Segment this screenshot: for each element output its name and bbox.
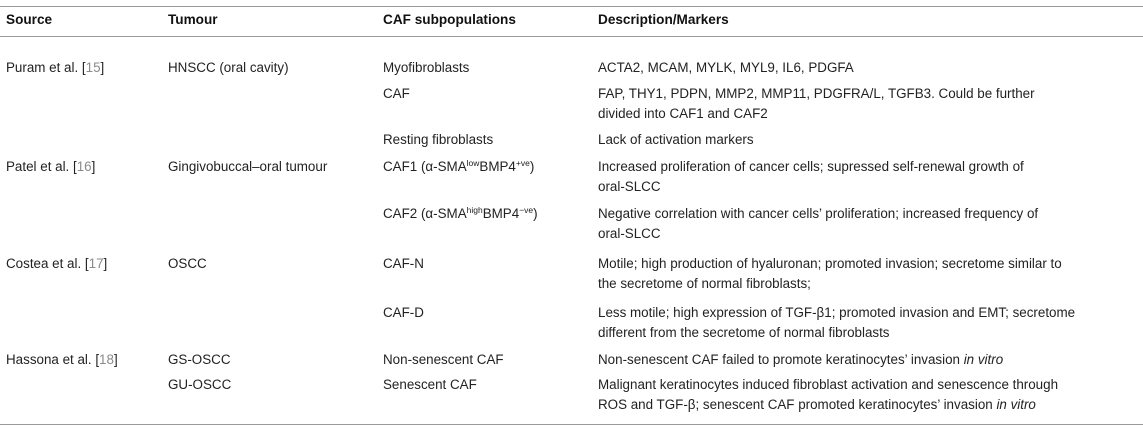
reference-link[interactable]: 16 xyxy=(76,159,92,174)
table-cell-tumour: HNSCC (oral cavity) xyxy=(168,60,289,75)
table-cell-description: Malignant keratinocytes induced fibroblast activation and senescence through ROS and TGF-β; senescent CAF promoted keratinocytes’ invasion in vitro xyxy=(598,377,1059,412)
table-cell-caf: CAF2 $(\alpha-SMA^{high}BMP4^{-ve})$ xyxy=(383,205,538,221)
table-cell-caf: Resting fibroblasts xyxy=(383,132,494,147)
table-header-rule xyxy=(0,36,1143,37)
table-cell-tumour: GS-OSCC xyxy=(168,352,231,367)
header-description-markers: Description/Markers xyxy=(598,12,729,27)
table-cell-description: Increased proliferation of cancer cells; supressed self-renewal growth of oral-SLCC xyxy=(598,159,1024,194)
table-cell-caf: CAF1 $(\alpha-SMA^{low}BMP4^{+ve})$ xyxy=(383,158,535,174)
table-cell-caf: CAF xyxy=(383,86,410,101)
table-cell-caf: CAF-N xyxy=(383,256,424,271)
table-cell-description: Motile; high production of hyaluronan; promoted invasion; secretome similar to the secretome of normal fibroblasts; xyxy=(598,256,1062,291)
header-source: Source xyxy=(6,12,53,27)
table-cell-source: Costea et al. [17] xyxy=(6,256,108,271)
table-cell-description: Non-senescent CAF failed to promote keratinocytes’ invasion in vitro xyxy=(598,352,1004,367)
table-cell-description: Less motile; high expression of TGF-β1; promoted invasion and EMT; secretome different from the secretome of normal fibroblasts xyxy=(598,305,1076,340)
table-cell-description: Lack of activation markers xyxy=(598,132,754,147)
table-cell-caf: Non-senescent CAF xyxy=(383,352,504,367)
header-tumour: Tumour xyxy=(168,12,218,27)
reference-link[interactable]: 15 xyxy=(85,60,101,75)
reference-link[interactable]: 17 xyxy=(88,256,104,271)
table-bottom-rule xyxy=(0,424,1143,425)
table-cell-caf: Myofibroblasts xyxy=(383,60,470,75)
table-cell-source: Patel et al. [16] xyxy=(6,159,96,174)
table-cell-description: FAP, THY1, PDPN, MMP2, MMP11, PDGFRA/L, TGFB3. Could be further divided into CAF1 and CAF2 xyxy=(598,86,1035,121)
table-cell-source: Puram et al. [15] xyxy=(6,60,105,75)
table-cell-caf: CAF-D xyxy=(383,305,424,320)
table-cell-tumour: GU-OSCC xyxy=(168,377,232,392)
table-cell-tumour: Gingivobuccal–oral tumour xyxy=(168,159,328,174)
table-cell-tumour: OSCC xyxy=(168,256,207,271)
reference-link[interactable]: 18 xyxy=(99,352,114,367)
table-cell-caf: Senescent CAF xyxy=(383,377,477,392)
table-top-rule xyxy=(0,6,1143,7)
table-cell-source: Hassona et al. [18] xyxy=(6,352,118,367)
table-cell-description: ACTA2, MCAM, MYLK, MYL9, IL6, PDGFA xyxy=(598,60,854,75)
header-caf-subpopulations: CAF subpopulations xyxy=(383,12,516,27)
table-cell-description: Negative correlation with cancer cells’ proliferation; increased frequency of oral-SLCC xyxy=(598,206,1039,241)
